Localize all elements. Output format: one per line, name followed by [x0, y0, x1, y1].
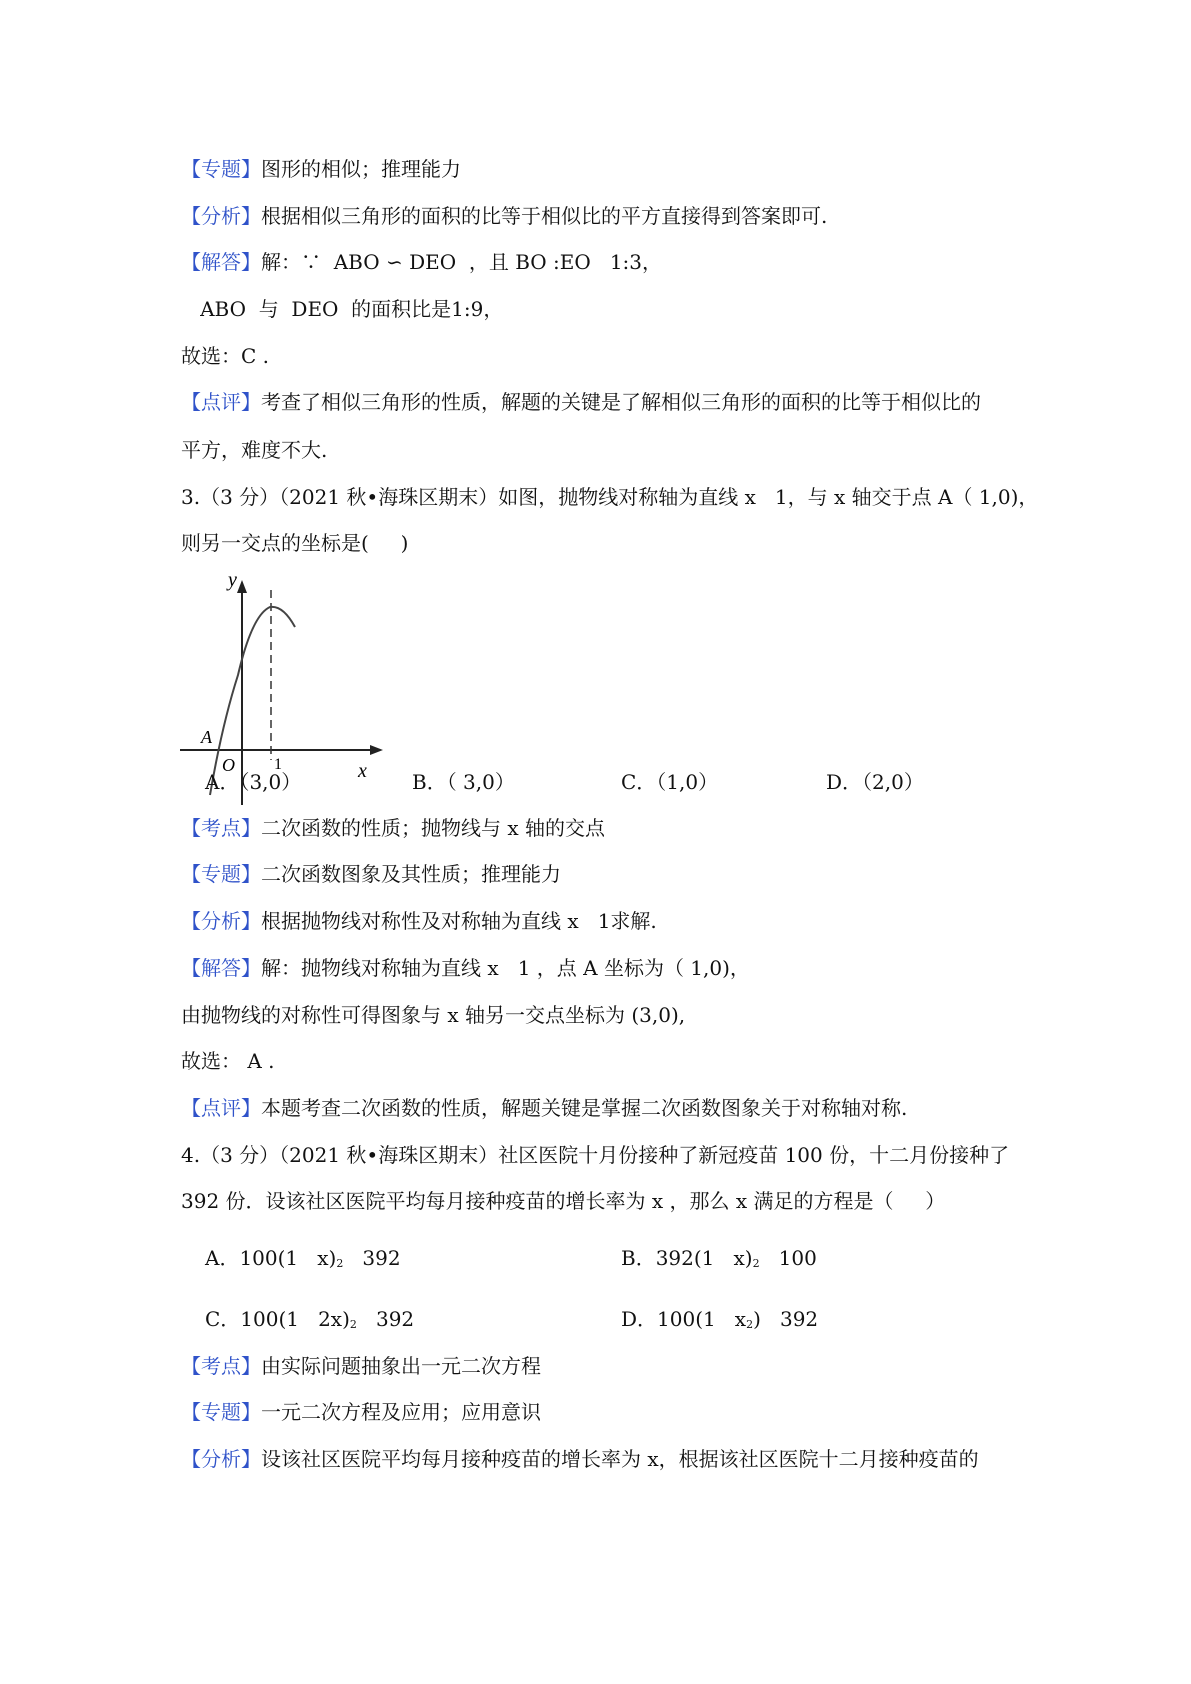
- line-text: 解：∵ ABO ∽ DEO ，且 BO :EO 1:3，: [261, 250, 663, 274]
- section-tag: 【考点】: [181, 816, 261, 840]
- text-line: [181, 1003, 685, 1027]
- option-text: C．100(1 2x): [205, 1307, 350, 1331]
- question-3-stem: [181, 531, 408, 555]
- line-text: ABO 与 DEO 的面积比是1:9，: [181, 297, 504, 321]
- exponent: 2: [336, 1257, 344, 1270]
- option-d: [621, 1307, 818, 1335]
- x-axis-label: x: [358, 760, 367, 782]
- option-text: 392: [343, 1246, 401, 1270]
- text-line: [181, 297, 503, 321]
- line-text: 二次函数图象及其性质；推理能力: [261, 862, 561, 886]
- point-a-label: A: [201, 727, 212, 747]
- y-axis-arrow: [237, 580, 247, 593]
- text-line: [181, 1400, 541, 1424]
- section-tag: 【分析】: [181, 909, 261, 933]
- line-text: 根据抛物线对称性及对称轴为直线 x 1求解.: [261, 909, 657, 933]
- option-b: B．（ 3,0）: [412, 770, 515, 794]
- text-line: [181, 1447, 979, 1471]
- option-text: 100: [759, 1246, 817, 1270]
- text-line: [181, 1096, 907, 1120]
- line-text: 设该社区医院平均每月接种疫苗的增长率为 x，根据该社区医院十二月接种疫苗的: [261, 1447, 979, 1471]
- text-line: [181, 438, 327, 462]
- text-line: [181, 862, 561, 886]
- line-text: 根据相似三角形的面积的比等于相似比的平方直接得到答案即可.: [261, 204, 828, 228]
- option-c: C．（1,0）: [621, 770, 719, 794]
- section-tag: 【解答】: [181, 250, 261, 274]
- line-text: 图形的相似；推理能力: [261, 157, 461, 181]
- line-text: 故选： A .: [181, 1049, 275, 1073]
- option-b: [621, 1246, 817, 1274]
- section-tag: 【分析】: [181, 204, 261, 228]
- option-text: B．392(1 x): [621, 1246, 753, 1270]
- line-text: 解：抛物线对称轴为直线 x 1 ，点 A 坐标为（ 1,0)，: [261, 956, 750, 980]
- line-text: 由实际问题抽象出一元二次方程: [261, 1354, 541, 1378]
- section-tag: 【专题】: [181, 1400, 261, 1424]
- text-line: [181, 909, 657, 933]
- section-tag: 【分析】: [181, 1447, 261, 1471]
- option-c: [205, 1307, 414, 1335]
- line-text: 平方，难度不大.: [181, 438, 328, 462]
- line-text: 392 份．设该社区医院平均每月接种疫苗的增长率为 x ，那么 x 满足的方程是（ ）: [181, 1189, 946, 1213]
- origin-label: O: [222, 755, 235, 775]
- line-text: 4.（3 分）（2021 秋•海珠区期末）社区医院十月份接种了新冠疫苗 100 份，十二月份接种了: [181, 1143, 1010, 1167]
- line-text: 故选：C .: [181, 344, 270, 368]
- line-text: 一元二次方程及应用；应用意识: [261, 1400, 541, 1424]
- text-line: [181, 1049, 275, 1073]
- line-text: 本题考查二次函数的性质，解题关键是掌握二次函数图象关于对称轴对称.: [261, 1096, 908, 1120]
- line-text: 考查了相似三角形的性质，解题的关键是了解相似三角形的面积的比等于相似比的: [261, 390, 981, 414]
- section-tag: 【点评】: [181, 390, 261, 414]
- exponent: 2: [752, 1257, 760, 1270]
- question-4-stem: [181, 1189, 945, 1213]
- text-line: [181, 816, 605, 840]
- text-line: [181, 250, 662, 274]
- section-tag: 【专题】: [181, 862, 261, 886]
- option-text: 392: [356, 1307, 415, 1331]
- line-text: 二次函数的性质；抛物线与 x 轴的交点: [261, 816, 605, 840]
- question-4-stem: [181, 1143, 1009, 1167]
- text-line: [181, 1354, 541, 1378]
- option-a: A．（3,0）: [205, 770, 302, 794]
- text-line: [181, 344, 269, 368]
- exponent: 2: [349, 1318, 357, 1331]
- text-line: [181, 204, 827, 228]
- exponent: 2: [746, 1318, 754, 1331]
- option-d: D．（2,0）: [826, 770, 924, 794]
- line-text: 由抛物线的对称性可得图象与 x 轴另一交点坐标为 (3,0),: [181, 1003, 686, 1027]
- section-tag: 【考点】: [181, 1354, 261, 1378]
- option-a: [205, 1246, 401, 1274]
- text-line: [181, 956, 750, 980]
- question-3-stem: [181, 485, 1038, 509]
- option-text: A．100(1 x): [205, 1246, 337, 1270]
- y-axis-label: y: [228, 575, 237, 591]
- section-tag: 【专题】: [181, 157, 261, 181]
- section-tag: 【点评】: [181, 1096, 261, 1120]
- section-tag: 【解答】: [181, 956, 261, 980]
- text-line: [181, 390, 981, 414]
- line-text: 则另一交点的坐标是( ): [181, 531, 409, 555]
- text-line: [181, 157, 461, 181]
- line-text: 3.（3 分）（2021 秋•海珠区期末）如图，抛物线对称轴为直线 x 1，与 x 轴交于点 A（ 1,0)，: [181, 485, 1039, 509]
- x-axis-arrow: [370, 745, 383, 755]
- tick-label-one: 1: [274, 756, 282, 773]
- option-text: D．100(1 x: [621, 1307, 747, 1331]
- option-text: ) 392: [753, 1307, 819, 1331]
